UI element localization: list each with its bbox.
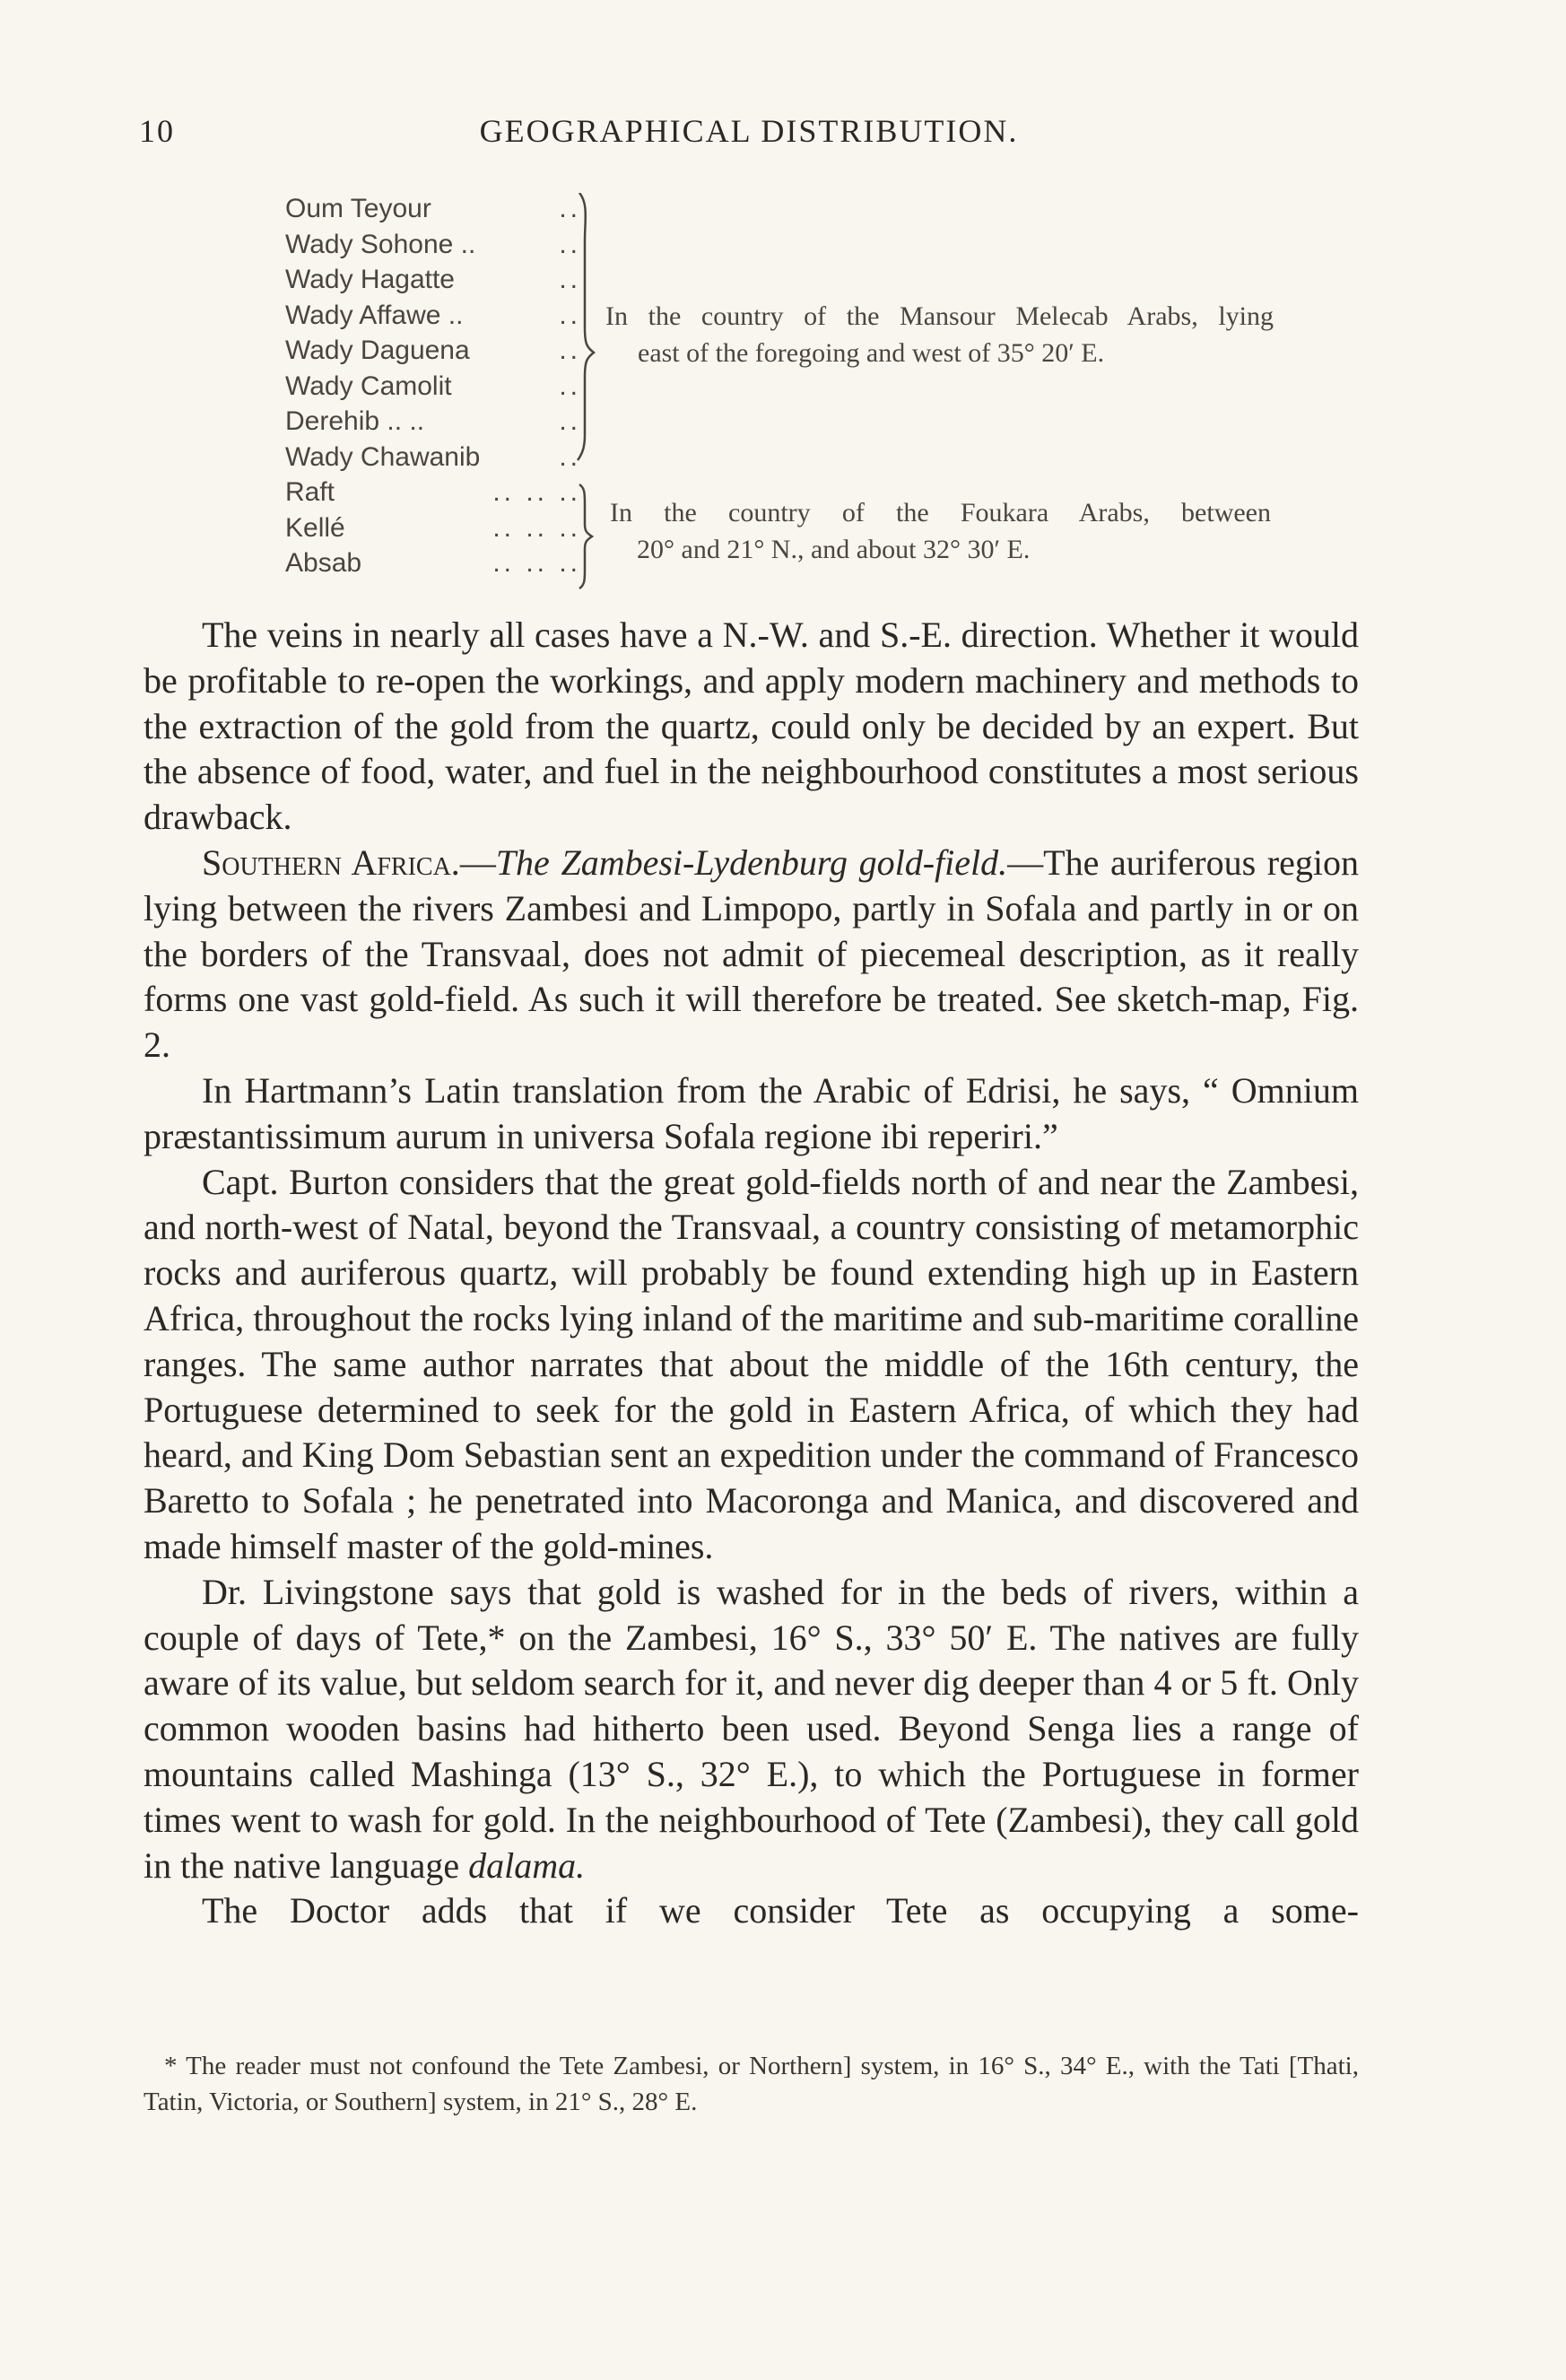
place-name: Wady Affawe .. xyxy=(285,300,464,330)
paragraph: Capt. Burton considers that the great gold-fields north of and near the Zambesi, and north-west of Natal, beyond the Transvaal, a country consisting of metamorphic rocks and auriferous quartz, will probably be found extending high up in Eastern Africa, throughout the rocks lying inland of the maritime and sub-maritime coralline ranges. The same author narrates that about the middle of the 16th century, the Portuguese determined to seek for the gold in Eastern Africa, of which they had heard, and King Dom Sebastian sent an expedition under the command of Francesco Baretto to Sofala ; he penetrated into Macoronga and Manica, and discovered and made himself master of the gold-mines. xyxy=(144,1161,1359,1566)
leader-dots: .. xyxy=(559,194,581,223)
paragraph-text: —The auriferous region lying between the rivers Zambesi and Limpopo, partly in Sofala and partly in or on the borders of the Transvaal, does not admit of piecemeal description, as it really forms one vast gold-field. As such it will therefore be treated. See sketch-map, Fig. 2. xyxy=(144,841,1359,1066)
place-name: Wady Daguena xyxy=(285,336,470,365)
place-row xyxy=(285,227,581,263)
leader-dots: .. xyxy=(559,336,581,365)
place-row xyxy=(285,510,581,546)
brace-group-foukara xyxy=(574,483,605,590)
em-dash: — xyxy=(459,841,496,883)
body-text xyxy=(144,613,1359,1934)
paragraph xyxy=(144,1570,1359,1889)
paragraph: In Hartmann’s Latin translation from the Arabic of Edrisi, he says, “ Omnium præstantissimum aurum in universa Sofala regione ibi reperiri.” xyxy=(144,1069,1359,1156)
place-row xyxy=(285,262,581,298)
place-list xyxy=(285,191,581,581)
place-row xyxy=(285,191,581,227)
place-row xyxy=(285,298,581,334)
place-name: Wady Chawanib xyxy=(285,441,481,472)
page-number: 10 xyxy=(139,113,175,149)
page-header xyxy=(139,112,1359,166)
place-name: Absab xyxy=(285,548,362,578)
leader-dots: .. xyxy=(559,229,581,259)
place-row xyxy=(285,440,581,475)
footnote xyxy=(144,2048,1359,2120)
note-mansour xyxy=(605,298,1274,371)
leader-dots: .. .. .. xyxy=(492,477,581,507)
paragraph: The veins in nearly all cases have a N.-W. and S.-E. direction. Whether it would be profitable to re-open the workings, and apply modern machinery and methods to the extraction of the gold from the quartz, could only be decided by an expert. But the absence of food, water, and fuel in the neighbourhood constitutes a most serious drawback. xyxy=(144,615,1359,838)
leader-dots: .. xyxy=(559,300,581,330)
leader-dots: .. xyxy=(559,406,581,436)
leader-dots: .. .. .. xyxy=(492,512,581,543)
leader-dots: .. xyxy=(559,441,581,472)
note-line: 20° and 21° N., and about 32° 30′ E. xyxy=(637,535,1031,564)
subheading-italic: The Zambesi-Lydenburg gold-field. xyxy=(495,841,1008,883)
place-name: Kellé xyxy=(285,512,345,543)
place-name: Wady Sohone .. xyxy=(285,229,476,259)
section-heading: Southern Africa. xyxy=(202,841,460,883)
place-name: Oum Teyour xyxy=(285,194,431,223)
place-row xyxy=(285,333,581,369)
footnote-text: * The reader must not confound the Tete Zambesi, or Northern] system, in 16° S., 34° E., with the Tati [Thati, Tatin, Victoria, or Southern] system, in 21° S., 28° E. xyxy=(144,2052,1359,2116)
running-title: GEOGRAPHICAL DISTRIBUTION. xyxy=(479,113,1019,149)
place-row xyxy=(285,369,581,405)
note-line: In the country of the Foukara Arabs, between xyxy=(610,498,1271,527)
place-row xyxy=(285,404,581,440)
italic-term: dalama. xyxy=(468,1844,586,1886)
paragraph-text: Dr. Livingstone says that gold is washed for in the beds of rivers, within a couple of days of Tete,* on the Zambesi, 16° S., 33° 50′ E. The natives are fully aware of its value, but seldom search for it, and never dig deeper than 4 or 5 ft. Only common wooden basins had hitherto been used. Beyond Senga lies a range of mountains called Mashinga (13° S., 32° E.), to which the Portuguese in former times went to wash for gold. In the neighbourhood of Tete (Zambesi), they call gold in the native language xyxy=(144,1571,1359,1886)
paragraph xyxy=(144,841,1359,1068)
note-foukara xyxy=(610,494,1271,568)
leader-dots: .. xyxy=(559,371,581,401)
leader-dots: .. .. .. xyxy=(492,548,581,578)
place-name: Wady Camolit xyxy=(285,371,452,401)
paragraph: The Doctor adds that if we consider Tete as occupying a some- xyxy=(202,1890,1359,1931)
note-line: In the country of the Mansour Melecab Arabs, lying xyxy=(605,301,1274,331)
leader-dots: .. xyxy=(559,265,581,294)
place-row xyxy=(285,545,581,581)
place-row xyxy=(285,475,581,510)
place-name: Derehib .. .. xyxy=(285,406,425,436)
note-line: east of the foregoing and west of 35° 20′ E. xyxy=(638,338,1105,368)
place-name: Wady Hagatte xyxy=(285,265,455,294)
brace-group-mansour xyxy=(574,193,605,462)
place-name: Raft xyxy=(285,477,335,507)
